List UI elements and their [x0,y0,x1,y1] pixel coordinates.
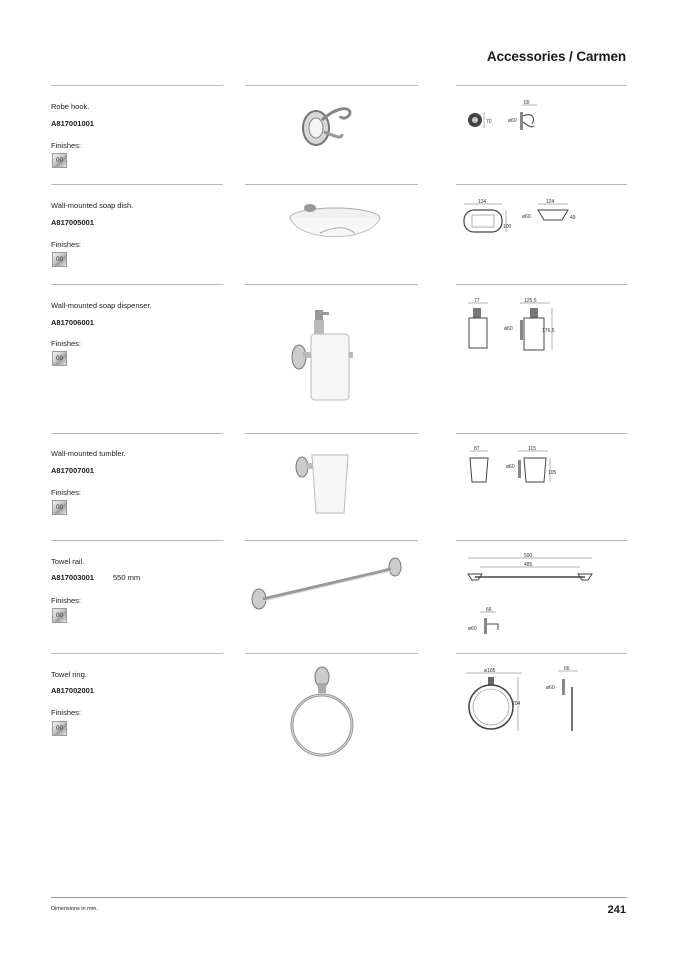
towel-ring-drawing [462,665,592,740]
dim-depth: 65 [524,100,530,106]
dim-depth: 66 [564,666,570,672]
soap-dispenser-drawing [458,298,578,358]
robe-hook-photo [290,98,370,153]
dim-width: 77 [474,298,480,304]
dim-diameter: ø60 [546,685,555,691]
finish-swatch: 00 [52,500,67,515]
finishes-label: Finishes: [51,240,82,249]
tumbler-photo [290,445,360,520]
dim-diameter: ø60 [504,326,513,332]
dim-depth2: 49 [570,215,576,221]
product-name: Towel ring. [51,670,87,679]
finishes-label: Finishes: [51,596,82,605]
finishes-label: Finishes: [51,339,82,348]
product-name: Wall-mounted tumbler. [51,449,126,458]
soap-dish-drawing [458,198,578,243]
dim-height: 105 [548,470,557,476]
finish-swatch: 00 [52,153,67,168]
dim-diameter: ø60 [508,118,517,124]
finishes-label: Finishes: [51,141,82,150]
page-number: 241 [607,904,626,916]
tumbler-drawing [462,446,572,491]
dim-depth: 115 [528,446,536,452]
product-code: A817005001 [51,218,94,227]
robe-hook-drawing [462,98,552,138]
dim-total-length: 590 [524,553,533,559]
dim-depth: 66 [486,607,492,613]
towel-ring-photo [282,665,362,765]
dim-height: 100 [503,224,512,230]
towel-rail-drawing [460,552,600,637]
finishes-label: Finishes: [51,488,82,497]
finish-swatch: 00 [52,351,67,366]
dim-diameter: ø60 [506,464,515,470]
product-name: Towel rail. [51,557,85,566]
dim-depth: 124 [546,199,555,205]
dim-depth: 125,5 [524,298,537,304]
dim-width: 134 [478,199,487,205]
finish-swatch: 00 [52,721,67,736]
product-name: Wall-mounted soap dish. [51,201,134,210]
dim-height: 204 [512,701,521,707]
towel-rail-photo [245,555,410,615]
product-name: Robe hook. [51,102,90,111]
dim-width: 87 [474,446,480,452]
product-code: A817007001 [51,466,94,475]
product-code: A817006001 [51,318,94,327]
footer-rule [51,897,627,898]
product-code: A817001001 [51,119,94,128]
product-name: Wall-mounted soap dispenser. [51,301,152,310]
soap-dispenser-photo [285,302,365,407]
finish-swatch: 00 [52,252,67,267]
product-length: 550 mm [113,573,141,582]
dim-height: 176,5 [542,328,555,334]
product-code: A817003001 [51,573,94,582]
dim-diameter: ø60 [468,626,477,632]
dim-bar-length: 485 [524,562,533,568]
dim-diameter: ø60 [522,214,531,220]
page-title: Accessories / Carmen [486,49,626,64]
dim-ring-diameter: ø185 [484,668,496,674]
finish-swatch: 00 [52,608,67,623]
footer-note: Dimensions in mm. [51,906,98,912]
finishes-label: Finishes: [51,708,82,717]
soap-dish-photo [280,198,390,258]
dim-height: 70 [486,119,492,125]
product-code: A817002001 [51,686,94,695]
